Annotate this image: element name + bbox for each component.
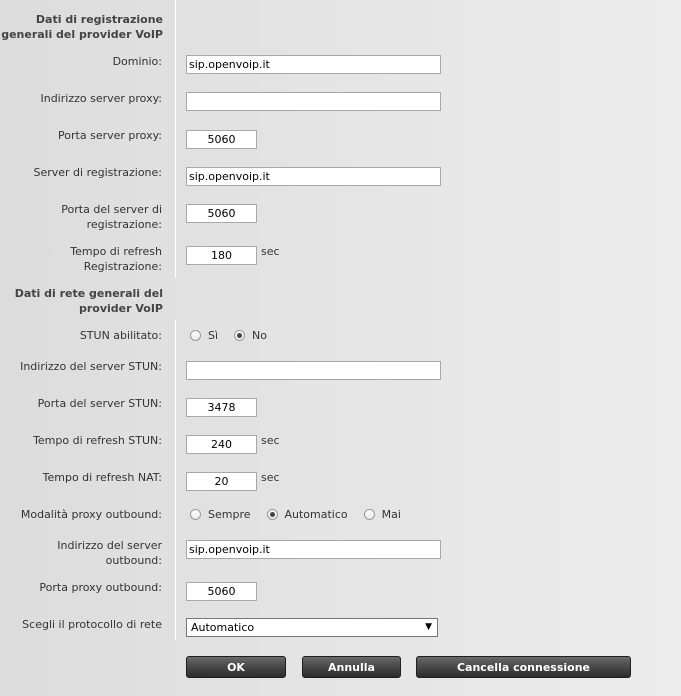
- dropdown-arrow-icon: ▼: [425, 622, 432, 632]
- stun-refresh-input[interactable]: [186, 435, 257, 454]
- registrar-label: Server di registrazione:: [33, 166, 162, 179]
- delete-connection-button[interactable]: Cancella connessione: [416, 656, 631, 678]
- stun-refresh-unit: sec: [261, 434, 280, 447]
- form-divider: [175, 0, 176, 278]
- stun-yes-label: Sì: [208, 329, 219, 342]
- registration-refresh-input[interactable]: [186, 246, 257, 265]
- outbound-port-label: Porta proxy outbound:: [39, 581, 162, 594]
- stun-server-label: Indirizzo del server STUN:: [20, 360, 162, 373]
- domain-label: Dominio:: [112, 55, 162, 68]
- stun-server-input[interactable]: [186, 361, 441, 380]
- outbound-address-input[interactable]: [186, 540, 441, 559]
- outbound-port-input[interactable]: [186, 582, 257, 601]
- outbound-never-radio[interactable]: [364, 509, 375, 520]
- protocol-select[interactable]: [186, 618, 438, 637]
- outbound-always-label: Sempre: [208, 508, 251, 521]
- registration-refresh-label: Tempo di refresh Registrazione:: [70, 245, 162, 273]
- nat-refresh-label: Tempo di refresh NAT:: [42, 471, 162, 484]
- registrar-port-input[interactable]: [186, 204, 257, 223]
- stun-port-input[interactable]: [186, 398, 257, 417]
- protocol-label: Scegli il protocollo di rete: [22, 618, 162, 631]
- proxy-port-label: Porta server proxy:: [58, 129, 162, 142]
- outbound-always-radio[interactable]: [190, 509, 201, 520]
- section-heading-registration: Dati di registrazione generali del provider VoIP: [1, 13, 163, 41]
- outbound-mode-label: Modalità proxy outbound:: [20, 508, 162, 521]
- domain-input[interactable]: [186, 55, 441, 74]
- registration-refresh-unit: sec: [261, 245, 280, 258]
- registrar-input[interactable]: [186, 167, 441, 186]
- registrar-port-label: Porta del server di registrazione:: [61, 203, 162, 231]
- outbound-address-label: Indirizzo del server outbound:: [57, 539, 162, 567]
- protocol-select-value: Automatico: [191, 621, 255, 634]
- outbound-auto-label: Automatico: [284, 508, 348, 521]
- ok-button[interactable]: OK: [186, 656, 286, 678]
- section-heading-network: Dati di rete generali del provider VoIP: [14, 287, 163, 315]
- stun-no-radio[interactable]: [234, 330, 245, 341]
- stun-port-label: Porta del server STUN:: [37, 397, 162, 410]
- nat-refresh-unit: sec: [261, 471, 280, 484]
- cancel-button[interactable]: Annulla: [302, 656, 401, 678]
- nat-refresh-input[interactable]: [186, 472, 257, 491]
- stun-no-label: No: [252, 329, 268, 342]
- outbound-never-label: Mai: [381, 508, 401, 521]
- form-divider: [175, 320, 176, 640]
- stun-refresh-label: Tempo di refresh STUN:: [33, 434, 162, 447]
- outbound-mode-radio-group: [190, 507, 417, 522]
- proxy-address-input[interactable]: [186, 92, 441, 111]
- proxy-port-input[interactable]: [186, 130, 257, 149]
- outbound-auto-radio[interactable]: [267, 509, 278, 520]
- proxy-address-label: Indirizzo server proxy:: [40, 92, 162, 105]
- stun-enabled-label: STUN abilitato:: [79, 329, 162, 342]
- stun-enabled-radio-group: [190, 328, 283, 343]
- stun-yes-radio[interactable]: [190, 330, 201, 341]
